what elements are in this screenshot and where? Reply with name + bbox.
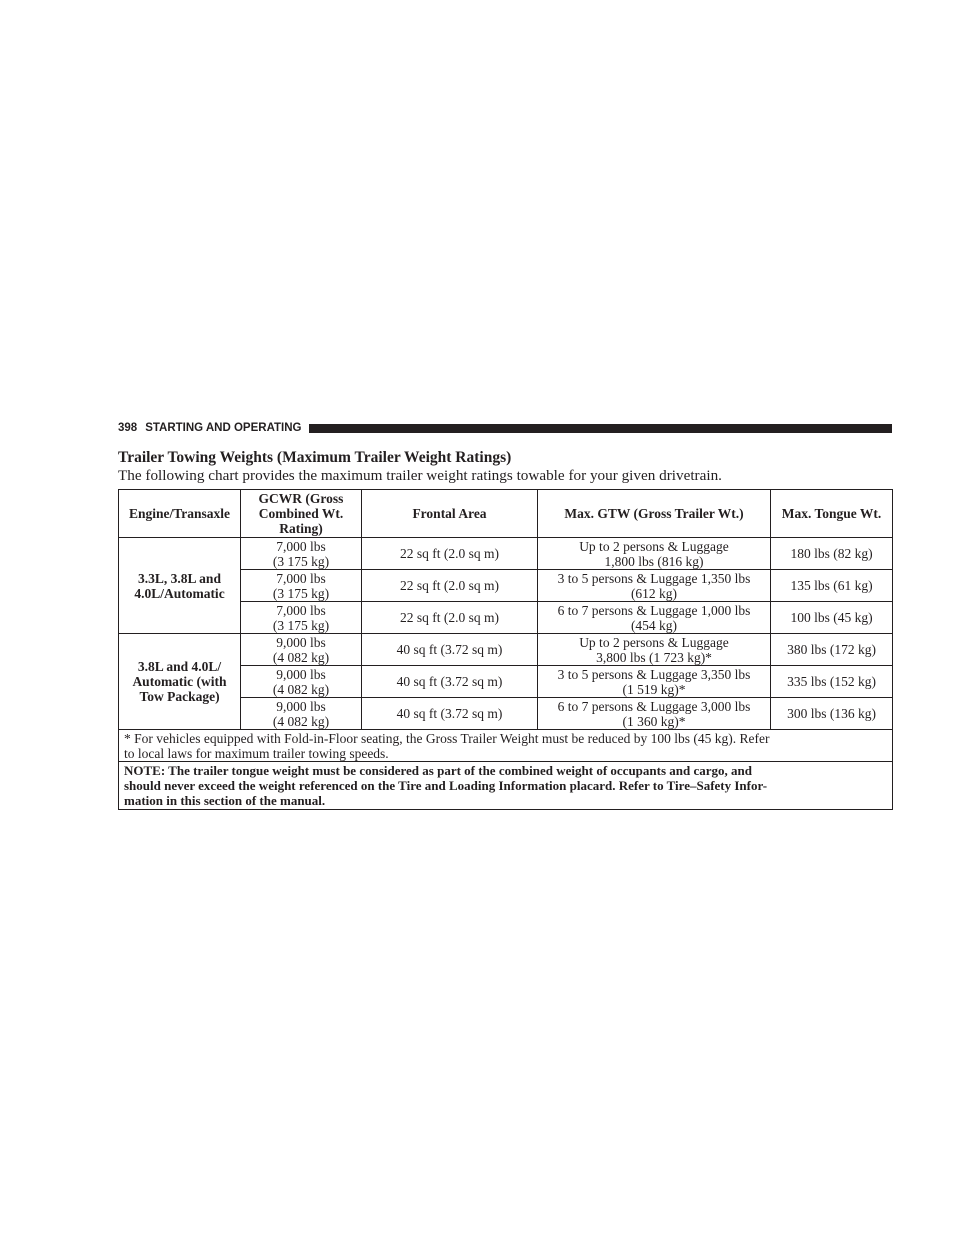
towing-weights-table	[118, 489, 893, 810]
gtw-cell: 6 to 7 persons & Luggage 1,000 lbs (454 kg)	[538, 602, 771, 634]
frontal-cell: 40 sq ft (3.72 sq m)	[362, 634, 538, 666]
section-title: STARTING AND OPERATING	[145, 422, 302, 434]
page-header	[118, 420, 892, 436]
table-row	[119, 634, 893, 666]
gtw-cell: Up to 2 persons & Luggage 3,800 lbs (1 723 kg)*	[538, 634, 771, 666]
gcwr-cell: 9,000 lbs (4 082 kg)	[241, 634, 362, 666]
header-engine: Engine/Transaxle	[119, 490, 241, 538]
intro-paragraph: The following chart provides the maximum trailer weight ratings towable for your given drivetrain.	[118, 467, 722, 484]
tongue-cell: 380 lbs (172 kg)	[771, 634, 893, 666]
gtw-cell: 6 to 7 persons & Luggage 3,000 lbs (1 360 kg)*	[538, 698, 771, 730]
table-row	[119, 538, 893, 570]
tongue-cell: 300 lbs (136 kg)	[771, 698, 893, 730]
page-number: 398	[118, 422, 138, 434]
chart-heading: Trailer Towing Weights (Maximum Trailer Weight Ratings)	[118, 449, 512, 466]
frontal-cell: 22 sq ft (2.0 sq m)	[362, 570, 538, 602]
header-gcwr: GCWR (Gross Combined Wt. Rating)	[241, 490, 362, 538]
header-max-gtw: Max. GTW (Gross Trailer Wt.)	[538, 490, 771, 538]
header-max-tongue: Max. Tongue Wt.	[771, 490, 893, 538]
table-header-row	[119, 490, 893, 538]
engine-group-1: 3.3L, 3.8L and 4.0L/Automatic	[119, 538, 241, 634]
gtw-cell: 3 to 5 persons & Luggage 1,350 lbs (612 kg)	[538, 570, 771, 602]
gcwr-cell: 9,000 lbs (4 082 kg)	[241, 666, 362, 698]
header-rule	[309, 424, 893, 433]
gcwr-cell: 7,000 lbs (3 175 kg)	[241, 538, 362, 570]
frontal-cell: 40 sq ft (3.72 sq m)	[362, 698, 538, 730]
engine-group-2: 3.8L and 4.0L/ Automatic (with Tow Package)	[119, 634, 241, 730]
tongue-cell: 180 lbs (82 kg)	[771, 538, 893, 570]
frontal-cell: 22 sq ft (2.0 sq m)	[362, 538, 538, 570]
gcwr-cell: 7,000 lbs (3 175 kg)	[241, 570, 362, 602]
tongue-weight-note: NOTE: The trailer tongue weight must be considered as part of the combined weight of occupants and cargo, and should never exceed the weight referenced on the Tire and Loading Information placard. Refer to Tire–Safety Infor- mation in this section of the manual.	[119, 762, 893, 810]
gtw-cell: 3 to 5 persons & Luggage 3,350 lbs (1 519 kg)*	[538, 666, 771, 698]
header-frontal-area: Frontal Area	[362, 490, 538, 538]
gcwr-cell: 9,000 lbs (4 082 kg)	[241, 698, 362, 730]
tongue-cell: 100 lbs (45 kg)	[771, 602, 893, 634]
gtw-cell: Up to 2 persons & Luggage 1,800 lbs (816 kg)	[538, 538, 771, 570]
frontal-cell: 40 sq ft (3.72 sq m)	[362, 666, 538, 698]
tongue-cell: 135 lbs (61 kg)	[771, 570, 893, 602]
footnote: * For vehicles equipped with Fold-in-Floor seating, the Gross Trailer Weight must be reduced by 100 lbs (45 kg). Refer to local laws for maximum trailer towing speeds.	[119, 730, 893, 762]
frontal-cell: 22 sq ft (2.0 sq m)	[362, 602, 538, 634]
gcwr-cell: 7,000 lbs (3 175 kg)	[241, 602, 362, 634]
tongue-cell: 335 lbs (152 kg)	[771, 666, 893, 698]
footnote-row	[119, 730, 893, 762]
note-row	[119, 762, 893, 810]
